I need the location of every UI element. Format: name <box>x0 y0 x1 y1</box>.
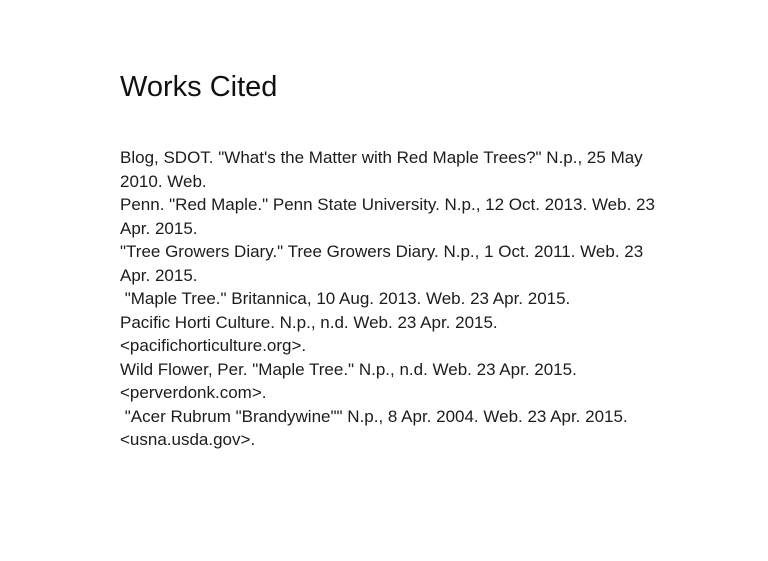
citation-item: Pacific Horti Culture. N.p., n.d. Web. 23 Apr. 2015. <pacifichorticulture.org>. <box>120 312 503 355</box>
citation-item: Penn. "Red Maple." Penn State University. N.p., 12 Oct. 2013. Web. 23 Apr. 2015. <box>120 195 659 238</box>
page-title: Works Cited <box>120 71 278 103</box>
citation-item: "Acer Rubrum "Brandywine"" N.p., 8 Apr. 2004. Web. 23 Apr. 2015. <usna.usda.gov>. <box>120 406 633 449</box>
citation-item: Blog, SDOT. "What's the Matter with Red Maple Trees?" N.p., 25 May 2010. Web. <box>120 148 648 191</box>
citation-list <box>120 146 660 452</box>
citation-item: "Tree Growers Diary." Tree Growers Diary. N.p., 1 Oct. 2011. Web. 23 Apr. 2015. <box>120 242 647 285</box>
citation-item: Wild Flower, Per. "Maple Tree." N.p., n.d. Web. 23 Apr. 2015. <perverdonk.com>. <box>120 359 582 402</box>
citation-item: "Maple Tree." Britannica, 10 Aug. 2013. Web. 23 Apr. 2015. <box>120 289 571 308</box>
